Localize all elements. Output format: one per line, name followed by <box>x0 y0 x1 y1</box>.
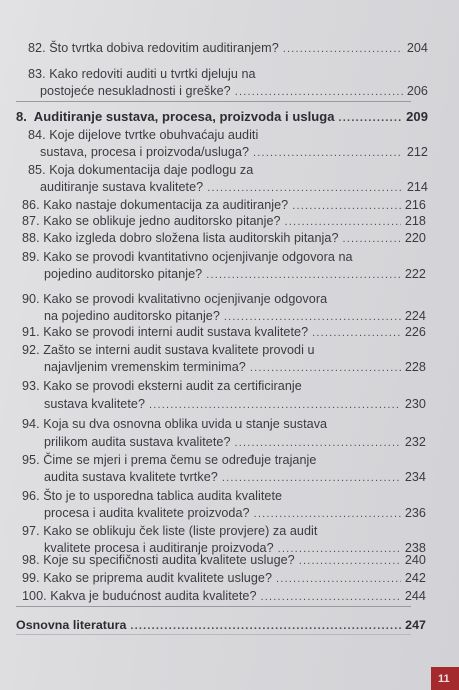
toc-entry-line <box>44 469 426 485</box>
toc-entry-text: sustava, procesa i proizvoda/usluga? <box>40 145 250 159</box>
toc-entry-line <box>44 266 426 282</box>
dot-leader <box>206 267 401 283</box>
toc-entry-line <box>40 83 428 99</box>
dot-leader <box>339 110 403 126</box>
toc-entry-text: 87. Kako se oblikuje jedno auditorsko pitanje? <box>22 214 281 228</box>
toc-entry-line <box>22 588 426 604</box>
dot-leader <box>250 360 401 376</box>
toc-entry-text: 95. Čime se mjeri i prema čemu se određuje trajanje <box>22 453 317 467</box>
section-divider <box>16 606 411 607</box>
toc-page-number: 242 <box>404 571 426 585</box>
toc-entry-line <box>44 434 426 450</box>
toc-page-number: 206 <box>406 84 428 98</box>
toc-entry-line <box>22 213 426 229</box>
toc-entry-text: 94. Koja su dva osnovna oblika uvida u stanje sustava <box>22 417 328 431</box>
toc-entry-text: 85. Koja dokumentacija daje podlogu za <box>28 163 254 177</box>
toc-page-number: 218 <box>404 214 426 228</box>
toc-entry-line <box>22 197 426 213</box>
toc-entry-line <box>22 416 327 432</box>
toc-entry-text: kvalitete procesa i auditiranje proizvoda? <box>44 541 274 555</box>
dot-leader <box>207 180 403 196</box>
toc-entry-text: postojeće nesukladnosti i greške? <box>40 84 231 98</box>
toc-entry-text: 93. Kako se provodi eksterni audit za certificiranje <box>22 379 302 393</box>
dot-leader <box>253 145 403 161</box>
toc-entry-line <box>22 342 315 358</box>
toc-entry-text: 97. Kako se oblikuju ček liste (liste provjere) za audit <box>22 524 318 538</box>
toc-entry-text: 84. Koje dijelove tvrtke obuhvaćaju auditi <box>28 128 259 142</box>
toc-entry-text: auditiranje sustava kvalitete? <box>40 180 204 194</box>
section-divider <box>16 634 411 635</box>
toc-entry-line <box>22 552 426 568</box>
dot-leader <box>285 214 401 230</box>
toc-entry-text: pojedino auditorsko pitanje? <box>44 267 203 281</box>
toc-entry-text: Osnovna literatura <box>16 618 127 632</box>
toc-page-number: 244 <box>404 589 426 603</box>
toc-entry-text: sustava kvalitete? <box>44 397 146 411</box>
toc-entry-line <box>44 308 426 324</box>
toc-page-number: 220 <box>404 231 426 245</box>
toc-entry-line <box>44 505 426 521</box>
toc-page-number: 228 <box>404 360 426 374</box>
toc-entry-line <box>28 66 256 82</box>
toc-entry-line <box>16 109 428 125</box>
dot-leader <box>222 470 401 486</box>
toc-entry-text: procesa i audita kvalitete proizvoda? <box>44 506 250 520</box>
dot-leader <box>224 309 401 325</box>
toc-page-number: 247 <box>405 618 426 632</box>
toc-entry-text: 91. Kako se provodi interni audit sustava kvalitete? <box>22 325 309 339</box>
toc-entry-text: prilikom audita sustava kvalitete? <box>44 435 231 449</box>
toc-page-number: 230 <box>404 397 426 411</box>
toc-page-number: 224 <box>404 309 426 323</box>
toc-entry-text: audita sustava kvalitete tvrtke? <box>44 470 218 484</box>
dot-leader <box>149 397 401 413</box>
dot-leader <box>276 571 401 587</box>
toc-entry-text: na pojedino auditorsko pitanje? <box>44 309 220 323</box>
toc-page-number: 222 <box>404 267 426 281</box>
toc-entry-line <box>22 488 282 504</box>
toc-entry-line <box>22 324 426 340</box>
toc-entry-line <box>40 144 428 160</box>
dot-leader <box>130 618 401 634</box>
toc-entry-text: 96. Što je to usporedna tablica audita kvalitete <box>22 489 283 503</box>
toc-entry-line <box>22 378 302 394</box>
toc-page-number: 212 <box>406 145 428 159</box>
toc-entry-line <box>40 179 428 195</box>
toc-entry-text: 100. Kakva je budućnost audita kvalitete? <box>22 589 257 603</box>
dot-leader <box>261 589 401 605</box>
toc-page-number: 236 <box>404 506 426 520</box>
toc-page-number: 238 <box>404 541 426 555</box>
toc-entry-line <box>22 523 317 539</box>
dot-leader <box>292 198 401 214</box>
toc-page-number: 209 <box>406 109 428 124</box>
dot-leader <box>299 553 401 569</box>
dot-leader <box>235 84 403 100</box>
toc-entry-text: 98. Koje su specifičnosti audita kvalitete usluge? <box>22 553 295 567</box>
toc-entry-text: 90. Kako se provodi kvalitativno ocjenjivanje odgovora <box>22 292 328 306</box>
dot-leader <box>343 231 401 247</box>
toc-page-number: 240 <box>404 553 426 567</box>
page-number-tab: 11 <box>431 667 459 690</box>
toc-entry-line <box>16 617 426 633</box>
dot-leader <box>235 435 401 451</box>
toc-entry-line <box>22 291 327 307</box>
toc-entry-text: 92. Zašto se interni audit sustava kvalitete provodi u <box>22 343 315 357</box>
toc-page-number: 204 <box>406 41 428 55</box>
toc-entry-text: 88. Kako izgleda dobro složena lista auditorskih pitanja? <box>22 231 339 245</box>
toc-entry-line <box>28 127 258 143</box>
toc-entry-text: 89. Kako se provodi kvantitativno ocjenjivanje odgovora na <box>22 250 353 264</box>
toc-page-number: 232 <box>404 435 426 449</box>
toc-entry-line <box>22 249 353 265</box>
dot-leader <box>312 325 401 341</box>
toc-page-number: 214 <box>406 180 428 194</box>
toc-entry-text: 99. Kako se priprema audit kvalitete usluge? <box>22 571 273 585</box>
toc-entry-line <box>44 359 426 375</box>
toc-entry-line <box>22 230 426 246</box>
dot-leader <box>283 41 403 57</box>
toc-page-number: 234 <box>404 470 426 484</box>
toc-entry-line <box>44 396 426 412</box>
toc-entry-text: 86. Kako nastaje dokumentacija za auditiranje? <box>22 198 289 212</box>
section-divider <box>16 101 411 102</box>
toc-page-number: 226 <box>404 325 426 339</box>
toc-entry-line <box>22 452 316 468</box>
toc-entry-text: najavljenim vremenskim terminima? <box>44 360 246 374</box>
toc-entry-text: 83. Kako redoviti auditi u tvrtki djeluju na <box>28 67 256 81</box>
toc-entry-line <box>22 570 426 586</box>
toc-page-number: 216 <box>404 198 426 212</box>
toc-entry-line <box>28 40 428 56</box>
dot-leader <box>254 506 401 522</box>
toc-entry-line <box>28 162 253 178</box>
toc-entry-text: 8. Auditiranje sustava, procesa, proizvoda i usluga <box>16 109 335 124</box>
toc-entry-text: 82. Što tvrtka dobiva redovitim auditiranjem? <box>28 41 279 55</box>
